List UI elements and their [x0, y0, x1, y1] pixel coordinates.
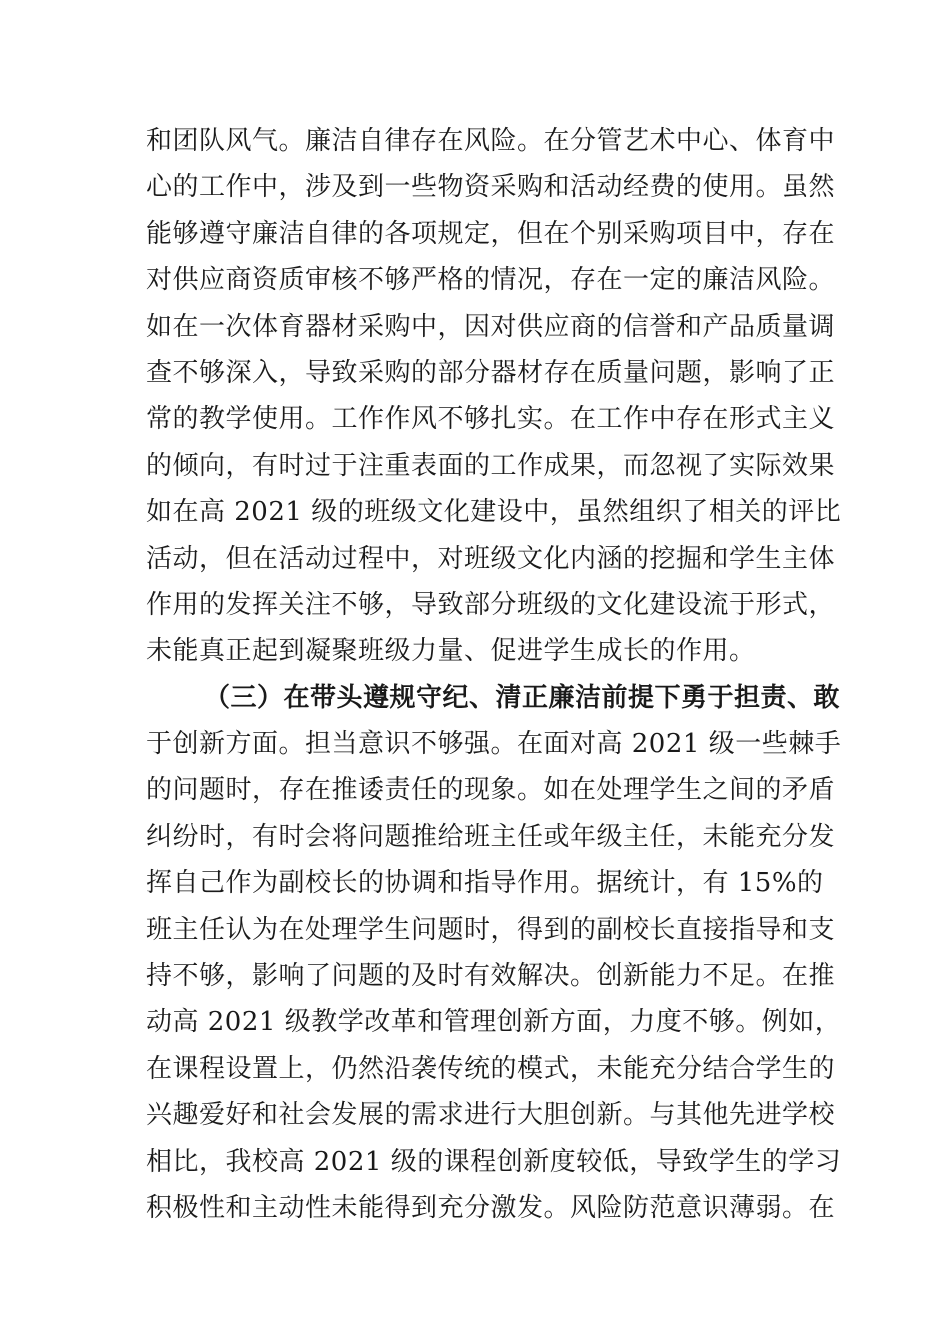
body-text — [146, 118, 842, 1231]
text-line: 动高 2021 级教学改革和管理创新方面，力度不够。例如， — [146, 1007, 842, 1038]
text-line: 和团队风气。廉洁自律存在风险。在分管艺术中心、体育中 — [146, 126, 836, 156]
text-line: 相比，我校高 2021 级的课程创新度较低，导致学生的学习 — [146, 1146, 842, 1177]
text-line: 于创新方面。担当意识不够强。在面对高 2021 级一些棘手 — [146, 729, 842, 760]
text-line: 活动，但在活动过程中，对班级文化内涵的挖掘和学生主体 — [146, 543, 836, 574]
text-line: 纠纷时，有时会将问题推给班主任或年级主任，未能充分发 — [146, 821, 836, 852]
text-line: 查不够深入，导致采购的部分器材存在质量问题，影响了正 — [146, 357, 836, 388]
text-line: 常的教学使用。工作作风不够扎实。在工作中存在形式主义 — [146, 404, 836, 435]
text-line: 在课程设置上，仍然沿袭传统的模式，未能充分结合学生的 — [146, 1053, 836, 1084]
text-line: 班主任认为在处理学生问题时，得到的副校长直接指导和支 — [146, 914, 836, 945]
text-line: 挥自己作为副校长的协调和指导作用。据统计，有 15%的 — [146, 868, 824, 899]
text-line: 如在一次体育器材采购中，因对供应商的信誉和产品质量调 — [146, 311, 836, 342]
text-line: 兴趣爱好和社会发展的需求进行大胆创新。与其他先进学校 — [146, 1100, 836, 1131]
text-line: 心的工作中，涉及到一些物资采购和活动经费的使用。虽然 — [146, 172, 836, 203]
text-line: 如在高 2021 级的班级文化建设中，虽然组织了相关的评比 — [146, 497, 842, 528]
section-heading-line: （三）在带头遵规守纪、清正廉洁前提下勇于担责、敢 — [204, 682, 841, 713]
text-line: 作用的发挥关注不够，导致部分班级的文化建设流于形式， — [146, 589, 836, 620]
text-line: 对供应商资质审核不够严格的情况，存在一定的廉洁风险。 — [146, 265, 836, 296]
text-line: 能够遵守廉洁自律的各项规定，但在个别采购项目中，存在 — [146, 218, 836, 249]
text-line: 的问题时，存在推诿责任的现象。如在处理学生之间的矛盾 — [146, 775, 836, 806]
text-line: 未能真正起到凝聚班级力量、促进学生成长的作用。 — [146, 636, 756, 667]
text-line: 积极性和主动性未能得到充分激发。风险防范意识薄弱。在 — [146, 1192, 836, 1223]
text-line: 持不够，影响了问题的及时有效解决。创新能力不足。在推 — [146, 961, 836, 992]
text-line: 的倾向，有时过于注重表面的工作成果，而忽视了实际效果 — [146, 450, 836, 481]
